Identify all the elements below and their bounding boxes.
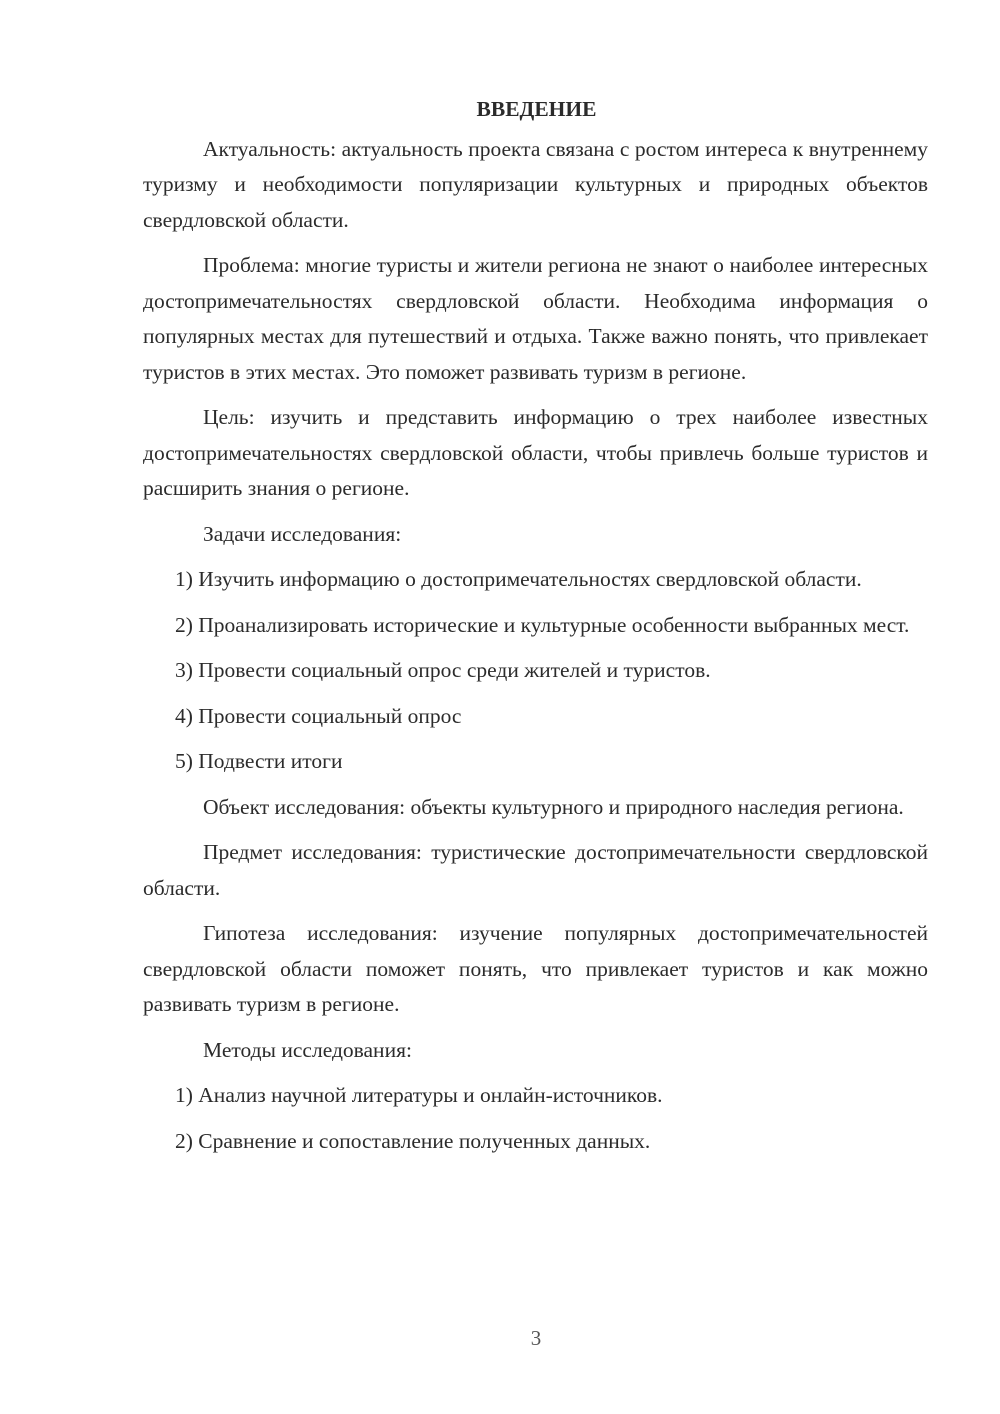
object-paragraph: Объект исследования: объекты культурного и природного наследия региона. xyxy=(203,794,904,819)
methods-heading: Методы исследования: xyxy=(203,1037,412,1062)
method-item-1: 1) Анализ научной литературы и онлайн-источников. xyxy=(175,1083,663,1107)
relevance-paragraph: Актуальность: актуальность проекта связана с ростом интереса к внутреннему туризму и необходимости популяризации культурных и природных объектов свердловской области. xyxy=(143,136,928,232)
page-content xyxy=(143,92,928,1169)
task-item-5: 5) Подвести итоги xyxy=(175,749,343,773)
method-item-2: 2) Сравнение и сопоставление полученных данных. xyxy=(175,1128,651,1153)
hypothesis-paragraph: Гипотеза исследования: изучение популярных достопримечательностей свердловской области поможет понять, что привлекает туристов и как можно развивать туризм в регионе. xyxy=(143,921,928,1016)
task-item-4: 4) Провести социальный опрос xyxy=(175,703,462,728)
problem-paragraph: Проблема: многие туристы и жители региона не знают о наиболее интересных достопримечательностях свердловской области. Необходима информация о популярных местах для путешествий и отдыха. Также важно понять, что привлекает туристов в этих местах. Это поможет развивать туризм в регионе. xyxy=(143,253,928,384)
task-item-2: 2) Проанализировать исторические и культурные особенности выбранных мест. xyxy=(175,612,910,637)
task-item-3: 3) Провести социальный опрос среди жителей и туристов. xyxy=(175,658,711,682)
page-number: 3 xyxy=(530,1326,542,1350)
task-item-1: 1) Изучить информацию о достопримечательностях свердловской области. xyxy=(175,567,862,591)
tasks-heading: Задачи исследования: xyxy=(203,521,402,546)
subject-paragraph: Предмет исследования: туристические достопримечательности свердловской области. xyxy=(143,840,928,900)
goal-paragraph: Цель: изучить и представить информацию о трех наиболее известных достопримечательностях свердловской области, чтобы привлечь больше туристов и расширить знания о регионе. xyxy=(143,405,928,500)
page-title: ВВЕДЕНИЕ xyxy=(476,97,597,121)
